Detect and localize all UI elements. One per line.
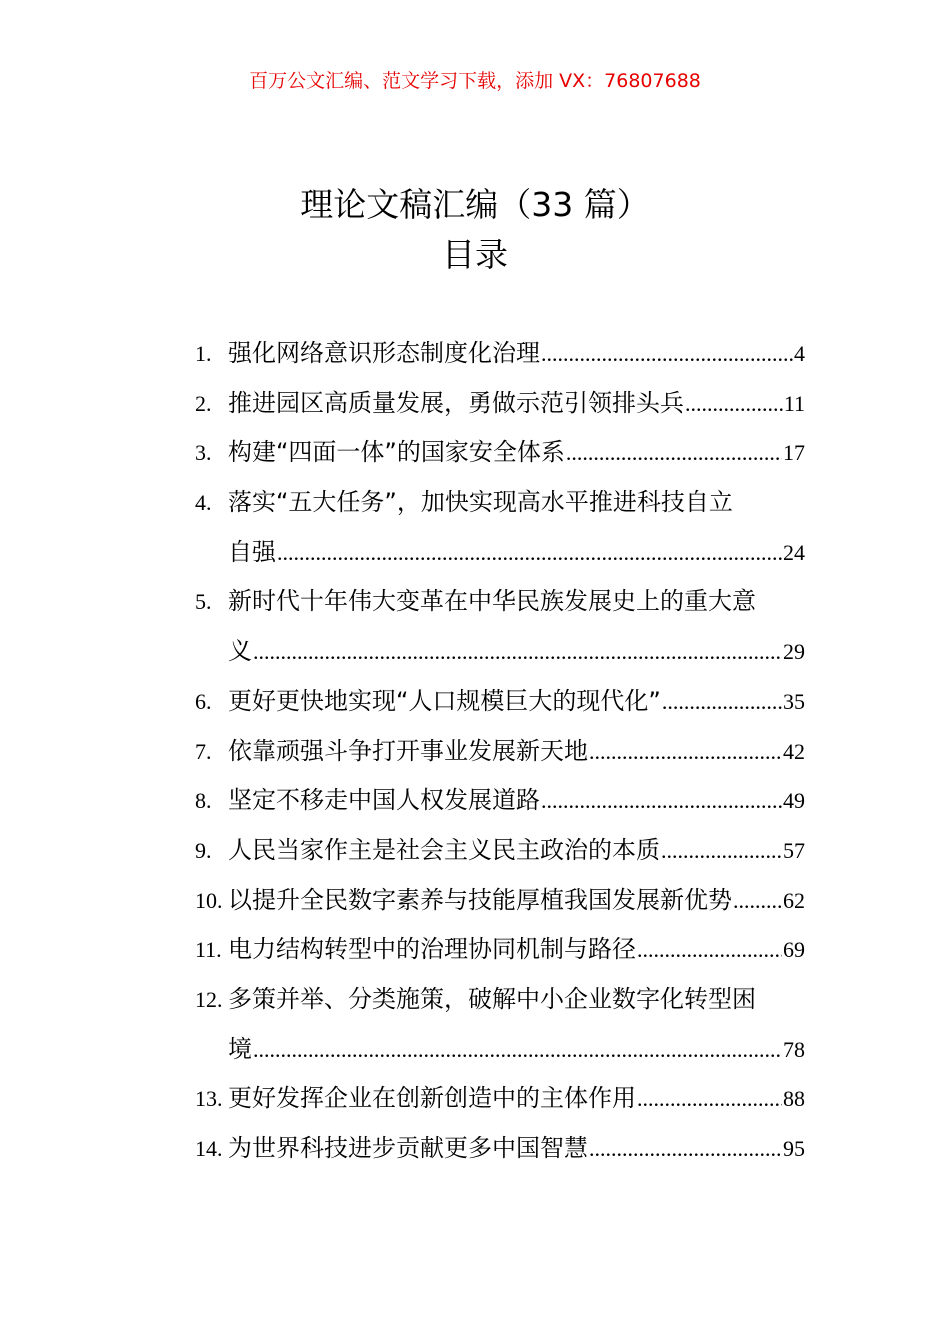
toc-page-number: 17	[783, 440, 805, 466]
toc-entry-number: 5.	[195, 589, 212, 615]
toc-entry[interactable]	[195, 1074, 805, 1124]
toc-page-number: 95	[783, 1136, 805, 1161]
toc-entry-title: 义	[228, 637, 252, 666]
toc-dot-leader	[637, 1074, 782, 1124]
toc-entry-line	[195, 1124, 805, 1174]
toc-entry-line	[195, 876, 805, 926]
toc-entry[interactable]	[195, 478, 805, 577]
toc-entry-title: 更好更快地实现“人口规模巨大的现代化”	[228, 686, 661, 715]
toc-dot-leader	[637, 925, 782, 975]
toc-entry-title: 更好发挥企业在创新创造中的主体作用	[228, 1084, 636, 1113]
toc-entry-number: 6.	[195, 688, 212, 714]
toc-entry[interactable]	[195, 379, 805, 429]
toc-entry[interactable]	[195, 776, 805, 826]
toc-entry-line	[195, 727, 805, 777]
toc-entry-line	[195, 925, 805, 975]
toc-entry-title: 电力结构转型中的治理协同机制与路径	[228, 935, 636, 964]
toc-entry-title: 坚定不移走中国人权发展道路	[228, 786, 540, 815]
toc-entry[interactable]	[195, 329, 805, 379]
toc-dot-leader	[566, 428, 782, 478]
toc-entry[interactable]	[195, 428, 805, 478]
toc-dot-leader	[541, 776, 782, 826]
toc-entry-line	[195, 776, 805, 826]
toc-page-number: 42	[783, 738, 805, 764]
toc-entry[interactable]	[195, 1124, 805, 1174]
toc-entry-title: 推进园区高质量发展，勇做示范引领排头兵	[228, 388, 684, 417]
toc-entry[interactable]	[195, 677, 805, 727]
toc-page-number: 88	[783, 1086, 805, 1112]
toc-entry[interactable]	[195, 876, 805, 926]
toc-entry-number: 8.	[195, 788, 212, 814]
toc-entry-line	[195, 478, 805, 528]
toc-entry-number: 13.	[195, 1086, 223, 1112]
toc-entry-line	[195, 1074, 805, 1124]
toc-entry-number: 7.	[195, 738, 212, 764]
toc-page-number: 69	[783, 937, 805, 963]
toc-entry-line	[195, 826, 805, 876]
toc-page-number: 29	[783, 639, 805, 665]
toc-page-number: 78	[783, 1036, 805, 1062]
toc-entry-title: 依靠顽强斗争打开事业发展新天地	[228, 736, 588, 765]
toc-page-number: 49	[783, 788, 805, 814]
toc-entry-number: 3.	[195, 440, 212, 466]
toc-entry-line	[195, 627, 805, 677]
toc-entry[interactable]	[195, 727, 805, 777]
toc-entry-line	[195, 329, 805, 379]
toc-entry-title: 为世界科技进步贡献更多中国智慧	[228, 1134, 588, 1162]
toc-dot-leader	[685, 379, 783, 429]
toc-page-number: 4	[794, 341, 805, 366]
toc-entry-number: 12.	[195, 986, 223, 1012]
toc-entry[interactable]	[195, 925, 805, 975]
toc-page-number: 11	[783, 390, 805, 416]
toc-entry-line	[195, 1025, 805, 1075]
toc-dot-leader	[589, 727, 782, 777]
toc-dot-leader	[661, 826, 782, 876]
toc-entry[interactable]	[195, 826, 805, 876]
toc-entry-title: 构建“四面一体”的国家安全体系	[228, 438, 565, 467]
toc-dot-leader	[733, 876, 782, 926]
toc-entry-number: 4.	[195, 490, 212, 516]
toc-dot-leader	[253, 1025, 782, 1075]
toc-dot-leader	[253, 627, 782, 677]
toc-entry-number: 11.	[195, 937, 222, 963]
toc-entry-title: 人民当家作主是社会主义民主政治的本质	[228, 835, 660, 864]
toc-heading: 目录	[442, 235, 508, 274]
toc-page-number: 62	[783, 887, 805, 913]
toc-entry-line	[195, 975, 805, 1025]
toc-entry[interactable]	[195, 577, 805, 676]
toc-entry-line	[195, 379, 805, 429]
toc-page-number: 24	[783, 539, 805, 565]
toc-entry-number: 14.	[195, 1136, 223, 1161]
toc-entry-title: 境	[228, 1034, 252, 1063]
toc-dot-leader	[541, 329, 793, 379]
toc-entry-line	[195, 677, 805, 727]
toc-page-number: 35	[783, 688, 805, 714]
toc-entry-title: 新时代十年伟大变革在中华民族发展史上的重大意	[228, 587, 756, 616]
toc-entry-title: 自强	[228, 537, 276, 566]
toc-entry-line	[195, 577, 805, 627]
table-of-contents	[195, 329, 805, 1174]
toc-entry-number: 9.	[195, 837, 212, 863]
toc-entry-number: 2.	[195, 390, 212, 416]
document-title: 理论文稿汇编（33 篇）	[300, 185, 650, 224]
toc-dot-leader	[662, 677, 782, 727]
toc-entry-line	[195, 428, 805, 478]
toc-entry-title: 多策并举、分类施策，破解中小企业数字化转型困	[228, 984, 756, 1013]
toc-dot-leader	[277, 528, 782, 578]
toc-entry[interactable]	[195, 975, 805, 1074]
header-watermark-note: 百万公文汇编、范文学习下载，添加 VX：76807688	[249, 70, 701, 92]
toc-entry-title: 以提升全民数字素养与技能厚植我国发展新优势	[228, 885, 732, 914]
toc-dot-leader	[589, 1124, 782, 1174]
toc-entry-title: 落实“五大任务”，加快实现高水平推进科技自立	[228, 488, 733, 517]
toc-entry-line	[195, 528, 805, 578]
toc-entry-number: 1.	[195, 341, 212, 366]
toc-entry-number: 10.	[195, 887, 223, 913]
toc-page-number: 57	[783, 837, 805, 863]
toc-entry-title: 强化网络意识形态制度化治理	[228, 339, 540, 367]
